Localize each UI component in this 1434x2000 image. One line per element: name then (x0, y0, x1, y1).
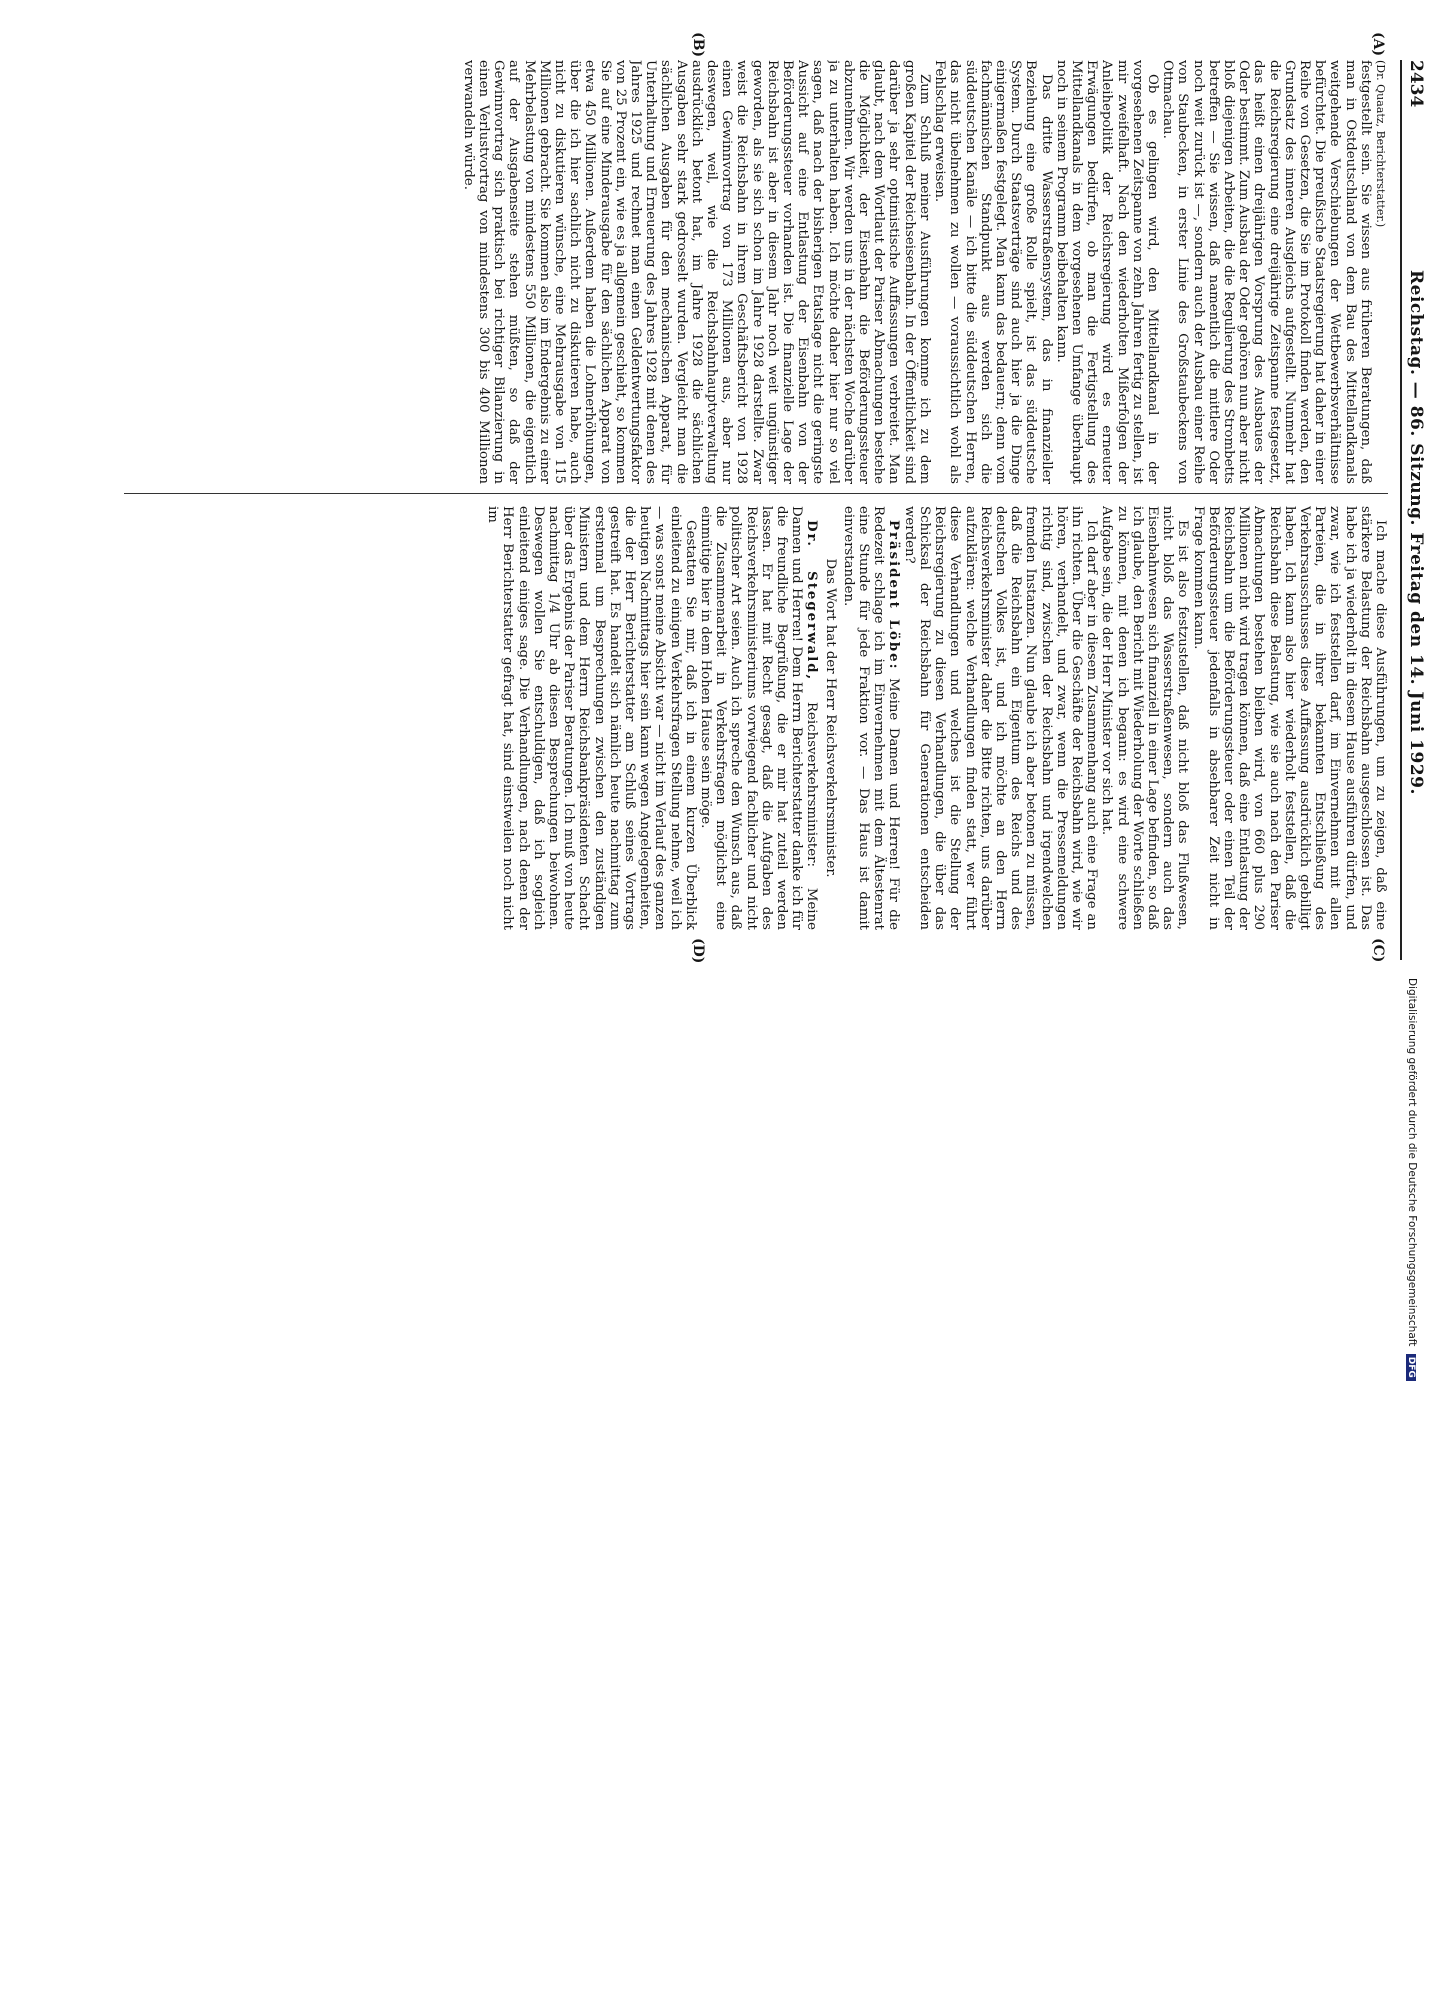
margin-mark-a: (A) (1370, 32, 1386, 57)
dfg-logo: DFG (1406, 1354, 1416, 1381)
closing-paragraph: Gestatten Sie mir, daß ich in einem kurzen Überblick einleitend zu einigen Verkehrsfragen Stellung nehme, weil ich — was sonst meine Absicht war — nicht im Verlauf des ganzen heutigen Nachmittags hier sein kann wegen Angelegenheiten, die der Herr Berichterstatter am Schluß seines Vortrags gestreift hat. Es handelt sich nämlich heute nachmittag zum erstenmal um Besprechungen zwischen den zuständigen Ministern und dem Herrn Reichsbankpräsidenten Schacht über das Ergebnis der Pariser Beratungen. Ich muß von heute nachmittag 1/4 Uhr ab diesen Besprechungen beiwohnen. Deswegen wollen Sie entschuldigen, daß ich sogleich einleitend einiges sage. Die Verhandlungen, nach denen der Herr Berichterstatter gefragt hat, sind einstweilen noch nicht im (485, 506, 698, 930)
minister-statement (698, 506, 820, 930)
minister-label: Dr. Stegerwald, (804, 520, 820, 682)
digitization-credit (1406, 978, 1418, 2000)
left-paragraph: festgestellt sein. Sie wissen aus früheren Beratungen, daß man in Ostdeutschland von dem Bau des Mittellandkanals weitgehende Verschiebungen der Wettbewerbsverhältnisse befürchtet. Die preußische Staatsregierung hat daher in einer Reihe von Gesetzen, die Sie im Protokoll finden werden, den Grundsatz des inneren Ausgleichs aufgestellt. Nunmehr hat die Reichsregierung eine dreijährige Zeitspanne festgesetzt, das heißt einen dreijährigen Vorsprung des Ausbaues der Oder bestimmt. Zum Ausbau der Oder gehören nun aber nicht bloß diejenigen Arbeiten, die die Regulierung des Strombetts betreffen — Sie wissen, daß namentlich die mittlere Oder noch weit zurück ist —, sondern auch der Ausbau einer Reihe von Staubecken, in erster Linie des Großstaubeckens von Ottmachau. (1160, 60, 1373, 484)
margin-mark-c: (C) (1370, 938, 1386, 963)
speaker-attribution: (Dr. Quaatz, Berichterstatter.) (1374, 60, 1387, 228)
left-paragraph: Ob es gelingen wird, den Mittellandkanal in der vorgesehenen Zeitspanne von zehn Jahren fertig zu stellen, ist mir zweifelhaft. Nach den wiederholten Mißerfolgen der Anleihepolitik der Reichsregierung wird es erneuter Erwägungen bedürfen, ob man die Fertigstellung des Mittellandkanals in dem vorgesehenen Umfange überhaupt noch in seinem Programm beibehalten kann. (1053, 60, 1160, 484)
left-paragraph: Das dritte Wasserstraßensystem, das in finanzieller Beziehung eine große Rolle spielt, ist das süddeutsche System. Durch Staatsverträge sind auch hier ja die Dinge einigermaßen festgelegt. Man kann das bedauern; denn vom fachmännischen Standpunkt aus werden sich die süddeutschen Kanäle — ich bitte die süddeutschen Herren, das nicht übelnehmen zu wollen — voraussichtlich wohl als Fehlschlag erweisen. (932, 60, 1054, 484)
minister-role: Reichsverkehrsminister: (804, 702, 820, 867)
president-statement (841, 506, 902, 930)
floor-announcement: Das Wort hat der Herr Reichsverkehrsminister. (822, 558, 838, 878)
margin-mark-d: (D) (690, 938, 706, 964)
margin-mark-b: (B) (690, 32, 706, 58)
president-text: Meine Damen und Herren! Für die Redezeit schlage ich im Einvernehmen mit dem Ältestenrat eine Stunde für jede Fraktion vor. — Das Haus ist damit einverstanden. (840, 506, 902, 930)
page-title: Reichstag. — 86. Sitzung. Freitag den 14. Juni 1929. (1406, 270, 1426, 795)
right-column (124, 506, 1388, 930)
right-paragraph: Ich darf aber in diesem Zusammenhang auch eine Frage an ihn richten. Über die Geschäfte der Reichsbahn wird, wie wir hören, verhandelt, und zwar, wenn die Pressemeldungen richtig sind, zwischen der Reichsbahn und irgendwelchen fremden Instanzen. Nun glaube ich aber betonen zu müssen, daß die Reichsbahn ein Eigentum des Reichs und des deutschen Volkes ist, und ich möchte an den Herrn Reichsverkehrsminister daher die Bitte richten, uns darüber aufzuklären: welche Verhandlungen finden statt, wer führt diese Verhandlungen und welches ist die Stellung der Reichsregierung zu diesen Verhandlungen, die über das Schicksal der Reichsbahn für Generationen entscheiden werden? (901, 506, 1100, 930)
page-number: 2434 (1406, 60, 1426, 108)
left-column (124, 60, 1388, 484)
minister-text: Meine Damen und Herren! Dem Herrn Berichterstatter danke ich für die freundliche Begrüßung, die er mir hat zuteil werden lassen. Er hat mit Recht gesagt, daß die Aufgaben des Reichsverkehrsministeriums vorwiegend fachlicher und nicht politischer Art seien. Auch ich spreche den Wunsch aus, daß die Zusammenarbeit in Verkehrsfragen möglichst eine einmütige hier in dem Hohen Hause sein möge. (698, 506, 820, 930)
right-paragraph: Ich mache diese Ausführungen, um zu zeigen, daß eine stärkere Belastung der Reichsbahn ausgeschlossen ist. Das habe ich ja wiederholt in diesem Hause ausführen dürfen, und zwar, wie ich feststellen darf, im Einvernehmen mit allen Parteien, die in ihrer bekannten Entschließung des Verkehrsausschusses diese Auffassung ausdrücklich gebilligt haben. Ich kann also hier wiederholt feststellen, daß die Reichsbahn diese Belastung, wie sie auch nach den Pariser Abmachungen bestehen bleiben wird, von 660 plus 290 Millionen nicht wird tragen können, daß eine Entlastung der Reichsbahn um die Beförderungssteuer oder einen Teil der Beförderungssteuer jedenfalls in absehbarer Zeit nicht in Frage kommen kann. (1190, 506, 1388, 930)
credit-text: Digitalisierung gefördert durch die Deutsche Forschungsgemeinschaft (1406, 978, 1418, 1347)
left-paragraph: Zum Schluß meiner Ausführungen komme ich zu dem großen Kapitel der Reichseisenbahn. In der Öffentlichkeit sind darüber ja sehr optimistische Auffassungen verbreitet. Man glaubt, nach dem Wortlaut der Pariser Abmachungen bestehe die Möglichkeit, der Eisenbahn die Beförderungssteuer abzunehmen. Wir werden uns in der nächsten Woche darüber ja zu unterhalten haben. Ich möchte daher hier nur so viel sagen, daß nach der bisherigen Etatslage nicht die geringste Aussicht auf eine Entlastung der Eisenbahn von der Beförderungssteuer vorhanden ist. Die finanzielle Lage der Reichsbahn ist aber in diesem Jahr noch weit ungünstiger geworden, als sie sich schon im Jahre 1928 darstellte. Zwar weist die Reichsbahn in ihrem Geschäftsbericht von 1928 einen Gewinnvortrag von 173 Millionen aus, aber nur deswegen, weil, wie die Reichsbahnhauptverwaltung ausdrücklich betont hat, im Jahre 1928 die sächlichen Ausgaben sehr stark gedrosselt wurden. Vergleicht man die sächlichen Ausgaben für den mechanischen Apparat, für Unterhaltung und Erneuerung des Jahres 1928 mit denen des Jahres 1925 und rechnet man einen Geldentwertungsfaktor von 25 Prozent ein, wie es ja allgemein geschieht, so kommen Sie auf eine Minderausgabe für den sächlichen Apparat von etwa 450 Millionen. Außerdem haben die Lohnerhöhungen, über die ich hier sachlich nicht zu diskutieren habe, auch nicht zu diskutieren wünsche, eine Mehrausgabe von 115 Millionen gebracht. Sie kommen also im Endergebnis zu einer Mehrbelastung von mindestens 550 Millionen, die eigentlich auf der Ausgabenseite stehen müßten, so daß der Gewinnvortrag sich praktisch bei richtiger Bilanzierung in einen Verlustvortrag von mindestens 300 bis 400 Millionen verwandeln würde. (460, 60, 932, 484)
column-divider (124, 493, 1388, 494)
page-header (1400, 60, 1426, 960)
president-label: Präsident Löbe: (886, 520, 902, 671)
rotated-page (94, 0, 1434, 1378)
right-paragraph: Es ist also festzustellen, daß nicht bloß das Flußwesen, nicht bloß das Wasserstraßenwesen, sondern auch das Eisenbahnwesen sich finanziell in einer Lage befinden, so daß ich glaube, den Bericht mit Wiederholung der Worte schließen zu können, mit denen ich begann: es wird eine schwere Aufgabe sein, die der Herr Minister vor sich hat. (1099, 506, 1191, 930)
